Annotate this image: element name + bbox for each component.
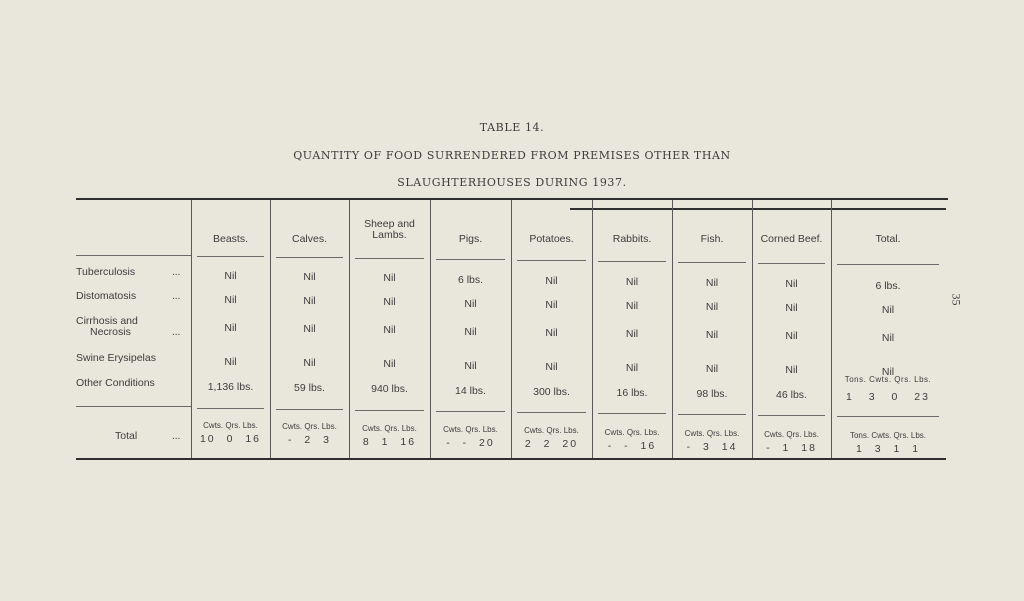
table-cell: 59 lbs. [294,382,325,395]
row-label: Distomatosis [76,290,137,302]
table-cell: Nil [383,358,396,371]
table-cell: 6 lbs. [457,273,484,286]
table-cell: Nil [383,296,396,309]
table-cell: Nil [625,276,639,288]
page-number: 35 [949,293,964,306]
table-cell: Nil [464,359,477,372]
total-value: - 2 3 [287,434,331,447]
table-cell: 16 lbs. [616,387,648,399]
header-underline [837,264,939,265]
table-cell: Nil [303,271,316,284]
table-cell: Nil [464,297,477,310]
table-cell: 6 lbs. [875,279,901,292]
row-label-continued: Necrosis [90,326,131,338]
column-header: Potatoes. [529,233,574,245]
table-number: TABLE 14. [479,121,545,134]
header-underline [598,261,666,262]
table-cell: Nil [705,363,719,376]
total-value: - 1 18 [766,442,817,455]
total-value: 1 3 1 1 [855,443,921,456]
leader-dots: ... [172,327,181,338]
column-header: Total. [875,233,901,245]
row-label: Other Conditions [76,377,155,389]
table-title-line-1: QUANTITY OF FOOD SURRENDERED FROM PREMISES OTHER THAN [293,149,731,162]
total-rule [436,411,505,412]
row-label: Cirrhosis and [76,315,138,327]
table-cell: Nil [545,360,558,373]
table-cell: 98 lbs. [696,388,728,401]
column-header: Sheep and Lambs. [364,218,415,241]
table-cell: Nil [224,322,237,334]
table-cell: Nil [464,325,477,338]
total-value: 2 2 20 [524,438,579,451]
header-underline [678,262,746,263]
table-title-line-2: SLAUGHTERHOUSES DURING 1937. [397,176,627,189]
total-rule [598,413,666,414]
row-label: Swine Erysipelas [76,352,156,364]
table-cell: Nil [545,326,558,339]
column-header: Pigs. [458,233,483,245]
total-rule [837,416,939,417]
header-underline [758,263,825,264]
table-cell: Nil [705,277,719,290]
row-label: Tuberculosis [76,266,136,278]
table-cell: Nil [785,302,798,315]
table-cell: Nil [545,298,558,311]
total-rule [355,410,424,411]
total-rule [758,415,825,416]
total-value: 8 1 16 [362,435,417,448]
leader-dots: ... [172,267,181,278]
top-rule-right [570,208,946,210]
top-rule [76,198,948,200]
table-cell: Nil [625,300,639,312]
units-header: Cwts. Qrs. Lbs. [604,427,660,437]
table-cell: Nil [785,278,798,291]
units-header: Cwts. Qrs. Lbs. [764,430,819,440]
total-rule [517,412,586,413]
header-underline [436,259,505,260]
total-value: 1 3 0 23 [846,391,930,403]
table-cell: Nil [224,294,237,306]
column-header: Calves. [291,233,327,245]
header-underline [76,255,191,256]
total-rule [276,409,343,410]
header-underline [276,257,343,258]
table-cell: Nil [705,329,719,342]
units-header: Tons. Cwts. Qrs. Lbs. [849,431,927,441]
total-rule [197,408,264,409]
leader-dots: ... [172,291,181,302]
total-value: - - 20 [446,436,495,449]
table-cell: Nil [785,364,798,377]
header-underline [517,260,586,261]
units-header: Cwts. Qrs. Lbs. [362,423,417,433]
header-underline [355,258,424,259]
column-header: Beasts. [212,233,249,245]
total-rule [678,414,746,415]
leader-dots: ... [172,431,181,442]
header-underline [197,256,264,257]
total-value: 10 0 16 [199,433,262,445]
table-cell: Nil [785,330,798,343]
table-cell: Nil [224,356,237,368]
total-label: Total [115,430,138,442]
table-cell: Nil [881,303,895,316]
table-cell: 300 lbs. [533,385,570,398]
table-cell: Nil [705,301,719,314]
column-header: Corned Beef. [760,233,823,245]
column-header: Fish. [700,233,724,245]
table-cell: Nil [383,272,396,285]
units-header: Cwts. Qrs. Lbs. [203,421,258,430]
total-rule [76,406,191,407]
table-cell: Nil [881,365,895,378]
table-cell: 1,136 lbs. [207,381,254,393]
table-cell: 14 lbs. [455,384,486,397]
table-cell: Nil [625,362,639,374]
units-header: Cwts. Qrs. Lbs. [524,426,579,436]
table-cell: Nil [303,295,316,308]
table-cell: 940 lbs. [371,383,408,396]
table-cell: Nil [383,324,396,337]
table-cell: Nil [625,328,639,340]
table-cell: Nil [224,270,237,282]
units-header: Tons. Cwts. Qrs. Lbs. [844,375,932,384]
units-header: Cwts. Qrs. Lbs. [443,424,498,434]
table-cell: 46 lbs. [776,389,807,402]
table-cell: Nil [881,331,895,344]
table-cell: Nil [303,323,316,336]
column-header: Rabbits. [612,233,652,245]
units-header: Cwts. Qrs. Lbs. [684,428,740,438]
total-value: - 3 14 [686,440,738,453]
bottom-rule [76,458,946,460]
units-header: Cwts. Qrs. Lbs. [282,422,337,432]
table-cell: Nil [545,274,558,287]
table-cell: Nil [303,357,316,370]
total-value: - - 16 [607,439,657,452]
